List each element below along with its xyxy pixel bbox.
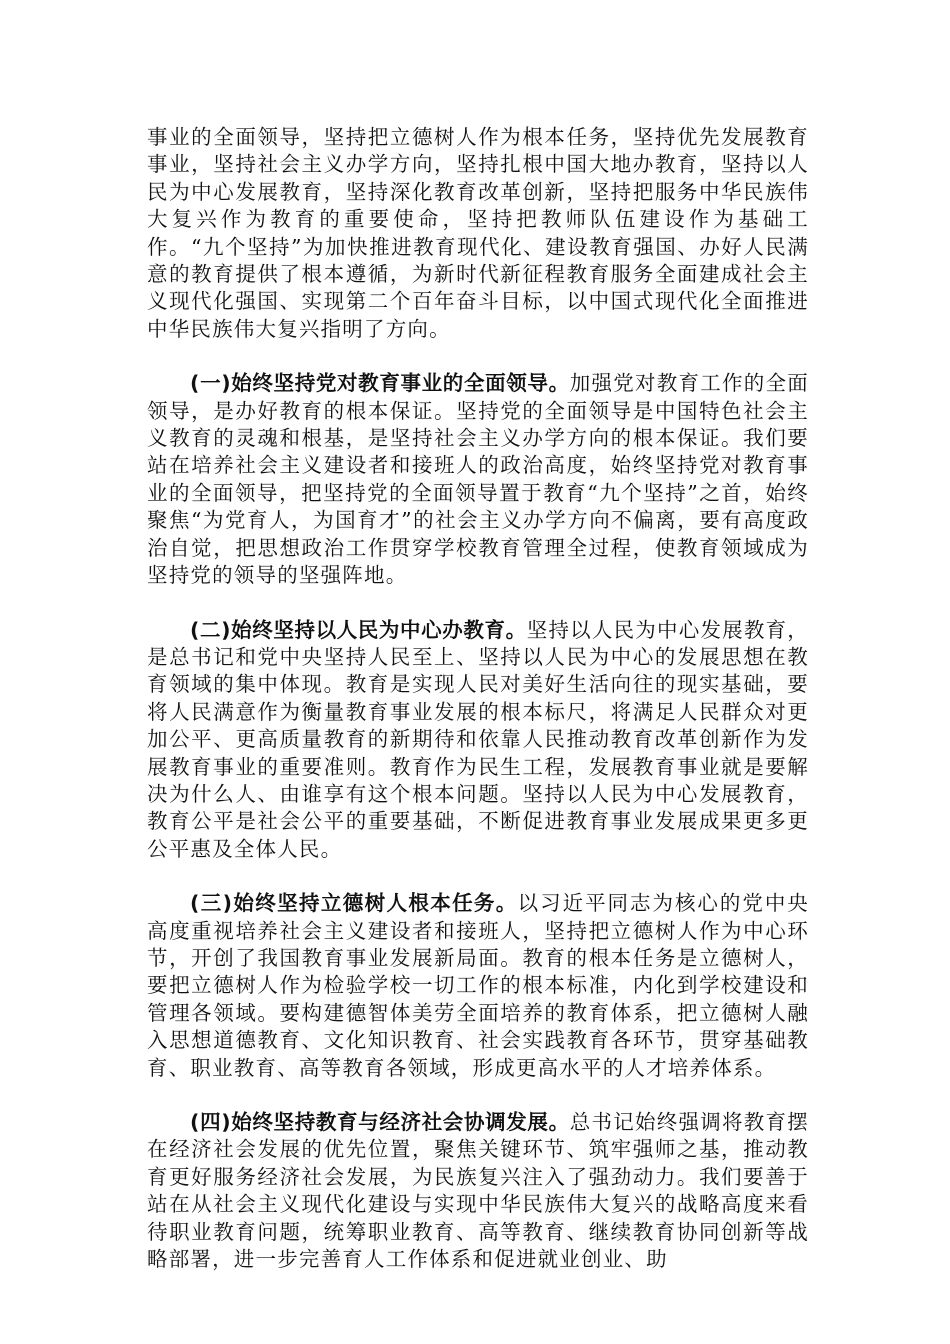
paragraph-section-3 <box>147 890 809 1082</box>
section-heading: (一)始终坚持党对教育事业的全面领导。 <box>190 371 570 396</box>
paragraph-section-1 <box>147 370 809 589</box>
paragraph-text: 事业的全面领导，坚持把立德树人作为根本任务，坚持优先发展教育事业，坚持社会主义办学方向，坚持扎根中国大地办教育，坚持以人民为中心发展教育，坚持深化教育改革创新，坚持把服务中华民族伟大复兴作为教育的重要使命，坚持把教师队伍建设作为基础工作。“九个坚持”为加快推进教育现代化、建设教育强国、办好人民满意的教育提供了根本遵循，为新时代新征程教育服务全面建成社会主义现代化强国、实现第二个百年奋斗目标，以中国式现代化全面推进中华民族伟大复兴指明了方向。 <box>147 125 809 341</box>
section-heading: (四)始终坚持教育与经济社会协调发展。 <box>190 1110 570 1134</box>
paragraph-text: 总书记始终强调将教育摆在经济社会发展的优先位置，聚焦关键环节、筑牢强师之基，推动教育更好服务经济社会发展，为民族复兴注入了强劲动力。我们要善于站在从社会主义现代化建设与实现中华民族伟大复兴的战略高度来看待职业教育问题，统筹职业教育、高等教育、继续教育协同创新等战略部署，进一步完善育人工作体系和促进就业创业、助 <box>147 1110 810 1272</box>
section-heading: (二)始终坚持以人民为中心办教育。 <box>190 617 527 642</box>
section-heading: (三)始终坚持立德树人根本任务。 <box>190 891 518 916</box>
paragraph-section-2 <box>147 617 809 864</box>
paragraph-continuation <box>147 124 809 343</box>
document-page <box>147 124 809 1300</box>
paragraph-text: 坚持以人民为中心发展教育，是总书记和党中央坚持人民至上、坚持以人民为中心的发展思想在教育领域的集中体现。教育是实现人民对美好生活向往的现实基础，要将人民满意作为衡量教育事业发展的根本标尺，将满足人民群众对更加公平、更高质量教育的新期待和依靠人民推动教育改革创新作为发展教育事业的重要准则。教育作为民生工程，发展教育事业就是要解决为什么人、由谁享有这个根本问题。坚持以人民为中心发展教育，教育公平是社会公平的重要基础，不断促进教育事业发展成果更多更公平惠及全体人民。 <box>147 617 810 861</box>
paragraph-text: 加强党对教育工作的全面领导，是办好教育的根本保证。坚持党的全面领导是中国特色社会主义教育的灵魂和根基，是坚持社会主义办学方向的根本保证。我们要站在培养社会主义建设者和接班人的政治高度，始终坚持党对教育事业的全面领导，把坚持党的全面领导置于教育“九个坚持”之首，始终聚焦“为党育人，为国育才”的社会主义办学方向不偏离，要有高度政治自觉，把思想政治工作贯穿学校教育管理全过程，使教育领域成为坚持党的领导的坚强阵地。 <box>147 371 810 588</box>
paragraph-section-4 <box>147 1109 809 1273</box>
paragraph-text: 以习近平同志为核心的党中央高度重视培养社会主义建设者和接班人，坚持把立德树人作为中心环节，开创了我国教育事业发展新局面。教育的根本任务是立德树人，要把立德树人作为检验学校一切工作的根本标准，内化到学校建设和管理各领域。要构建德智体美劳全面培养的教育体系，把立德树人融入思想道德教育、文化知识教育、社会实践教育各环节，贯穿基础教育、职业教育、高等教育各领域，形成更高水平的人才培养体系。 <box>147 891 809 1080</box>
